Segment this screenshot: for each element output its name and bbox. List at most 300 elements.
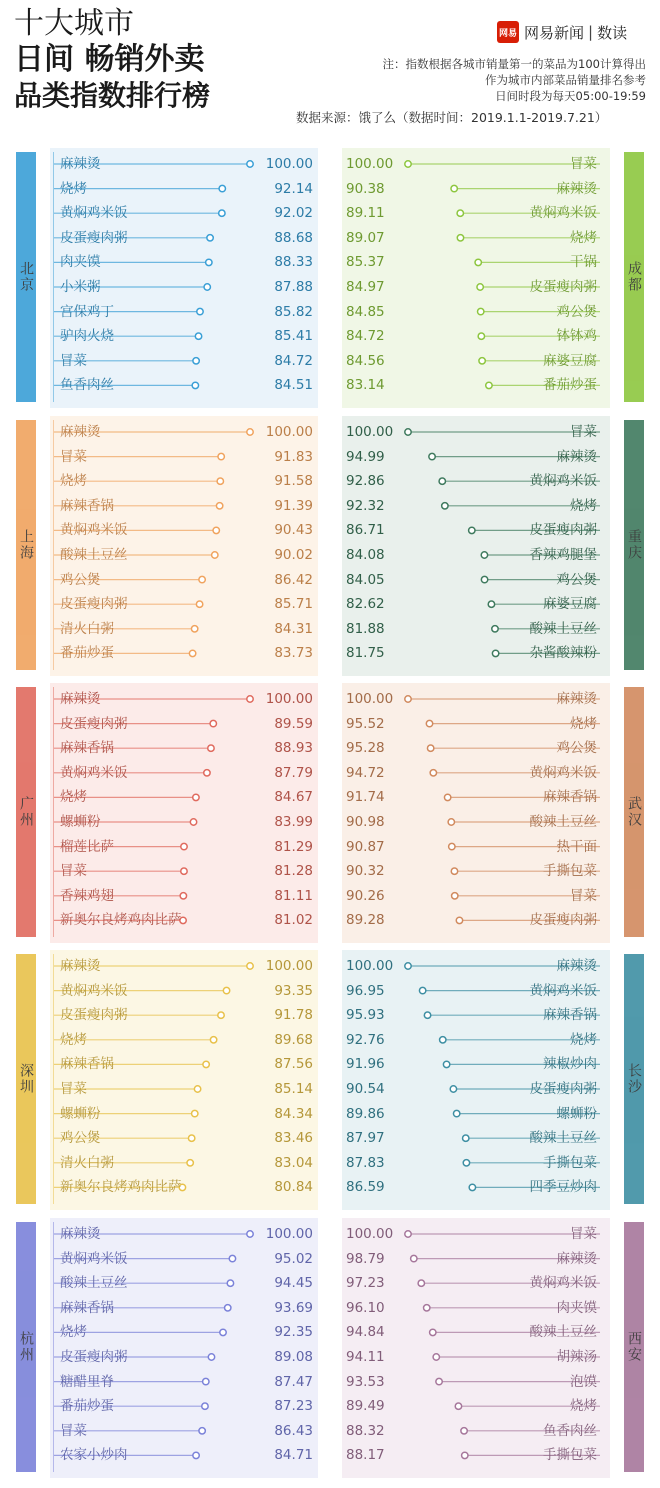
category-label: 手撕包菜 [543,863,597,880]
category-label: 麻辣烫 [60,424,101,440]
value-label: 92.35 [274,1324,313,1341]
value-label: 92.32 [346,497,385,514]
value-label: 89.86 [346,1105,385,1122]
lollipop-dot [492,650,498,656]
category-label: 皮蛋瘦肉粥 [60,1349,128,1365]
value-label: 91.83 [274,448,313,465]
lollipop-dot [203,1378,209,1384]
category-label: 麻辣烫 [60,1226,101,1242]
value-label: 91.96 [346,1056,385,1073]
category-label: 麻辣烫 [556,1250,597,1267]
lollipop-dot [478,333,484,339]
value-label: 80.84 [274,1179,313,1196]
value-label: 100.00 [265,156,313,172]
note-line-1: 注：指数根据各城市销量第一的菜品为100计算得出 [382,57,646,71]
value-label: 81.75 [346,645,385,662]
value-label: 89.11 [346,205,385,222]
category-label: 皮蛋瘦肉粥 [529,1081,597,1097]
value-label: 84.08 [346,547,385,563]
value-label: 100.00 [265,1226,313,1242]
lollipop-dot [194,1086,200,1092]
value-label: 86.42 [274,571,313,588]
value-label: 85.41 [274,328,313,345]
category-label: 麻辣烫 [60,958,101,974]
category-label: 黄焖鸡米饭 [529,764,597,781]
value-label: 84.72 [346,328,385,345]
value-label: 81.88 [346,620,385,637]
lollipop-dot [451,868,457,874]
value-label: 83.14 [346,377,385,394]
category-label: 麻辣香锅 [60,497,114,514]
lollipop-dot [206,259,212,265]
value-label: 96.10 [346,1299,385,1316]
lollipop-dot [204,770,210,776]
lollipop-dot [479,358,485,364]
value-label: 88.33 [274,254,313,271]
category-label: 皮蛋瘦肉粥 [60,715,128,732]
category-label: 黄焖鸡米饭 [60,764,128,781]
lollipop-dot [461,1428,467,1434]
lollipop-dot [199,1428,205,1434]
category-label: 黄焖鸡米饭 [60,205,128,222]
category-label: 黄焖鸡米饭 [60,522,128,539]
value-label: 87.83 [346,1154,385,1171]
category-label: 清火白粥 [60,1154,114,1171]
value-label: 88.68 [274,229,313,246]
lollipop-dot [187,1160,193,1166]
lollipop-dot [247,161,253,167]
lollipop-dot [225,1305,231,1311]
category-label: 烧烤 [60,180,87,197]
category-label: 螺蛳粉 [60,814,101,830]
lollipop-dot [481,576,487,582]
value-label: 95.02 [274,1250,313,1267]
value-label: 95.52 [346,715,385,732]
value-label: 98.79 [346,1250,385,1267]
value-label: 86.71 [346,522,385,539]
lollipop-dot [405,161,411,167]
city-tab: 西安 [624,1222,644,1472]
category-label: 干锅 [570,254,597,271]
category-label: 皮蛋瘦肉粥 [529,522,597,539]
value-label: 81.28 [274,863,313,880]
lollipop-dot [457,210,463,216]
value-label: 90.02 [274,547,313,563]
category-label: 冒菜 [60,448,87,465]
lollipop-dot [439,478,445,484]
lollipop-dot [433,1354,439,1360]
value-label: 86.59 [346,1179,385,1196]
category-label: 鸡公煲 [556,740,597,757]
lollipop-dot [207,235,213,241]
title-line-1: 十大城市 [14,6,134,41]
value-label: 88.32 [346,1422,385,1439]
value-label: 87.79 [274,764,313,781]
lollipop-dot [247,1231,253,1237]
value-label: 94.45 [274,1275,313,1292]
lollipop-dot [455,1403,461,1409]
lollipop-dot [220,1329,226,1335]
city-tab: 成都 [624,152,644,402]
lollipop-dot [191,626,197,632]
lollipop-dot [449,843,455,849]
lollipop-dot [426,720,432,726]
lollipop-dot [247,963,253,969]
lollipop-dot [411,1255,417,1261]
category-label: 烧烤 [570,229,597,246]
lollipop-dot [442,503,448,509]
lollipop-dot [196,601,202,607]
category-label: 酸辣土豆丝 [529,1324,597,1341]
value-label: 85.14 [274,1081,313,1097]
category-label: 麻辣香锅 [60,1056,114,1073]
value-label: 89.28 [346,912,385,929]
lollipop-dot [208,745,214,751]
value-label: 91.39 [274,497,313,514]
category-label: 冒菜 [570,1226,597,1242]
value-label: 91.74 [346,789,385,806]
lollipop-dot [189,650,195,656]
value-label: 92.02 [274,205,313,222]
value-label: 94.99 [346,448,385,465]
category-label: 螺蛳粉 [60,1105,101,1122]
city-tab: 广州 [16,687,36,937]
value-label: 94.84 [346,1324,385,1341]
lollipop-dot [481,552,487,558]
value-label: 90.43 [274,522,313,539]
city-tab: 杭州 [16,1222,36,1472]
lollipop-dot [486,382,492,388]
category-label: 冒菜 [60,1422,87,1439]
value-label: 100.00 [265,691,313,707]
category-label: 麻辣烫 [556,448,597,465]
lollipop-dot [218,1012,224,1018]
lollipop-dot [197,308,203,314]
lollipop-dot [443,1061,449,1067]
lollipop-dot [427,745,433,751]
lollipop-dot [450,1086,456,1092]
lollipop-dot [424,1305,430,1311]
value-label: 89.49 [346,1398,385,1415]
category-label: 黄焖鸡米饭 [60,1250,128,1267]
lollipop-dot [488,601,494,607]
category-label: 麻辣烫 [556,691,597,707]
value-label: 84.31 [274,620,313,637]
value-label: 81.29 [274,838,313,855]
category-label: 麻辣烫 [556,180,597,197]
lollipop-dot [436,1378,442,1384]
note-line-3: 日间时段为每天05:00-19:59 [495,89,646,103]
category-label: 胡辣汤 [556,1349,597,1365]
category-label: 四季豆炒肉 [529,1179,597,1196]
category-label: 烧烤 [570,1398,597,1415]
category-label: 番茄炒蛋 [543,377,597,394]
lollipop-dot [405,429,411,435]
value-label: 89.68 [274,1031,313,1048]
lollipop-dot [212,552,218,558]
lollipop-dot [203,1061,209,1067]
value-label: 84.72 [274,352,313,369]
lollipop-dot [418,1280,424,1286]
value-label: 87.47 [274,1373,313,1390]
value-label: 88.93 [274,740,313,757]
category-label: 清火白粥 [60,620,114,637]
lollipop-dot [444,794,450,800]
value-label: 83.73 [274,645,313,662]
category-label: 鱼香肉丝 [60,377,114,394]
netease-logo-icon: 网易 [497,21,519,43]
lollipop-dot [419,987,425,993]
category-label: 酸辣土豆丝 [529,1130,597,1147]
value-label: 90.32 [346,863,385,880]
city-tab: 上海 [16,420,36,670]
lollipop-dot [188,1135,194,1141]
lollipop-dot [430,1329,436,1335]
value-label: 91.58 [274,473,313,490]
lollipop-dot [477,284,483,290]
value-label: 100.00 [265,958,313,974]
lollipop-dot [199,576,205,582]
value-label: 83.04 [274,1154,313,1171]
value-label: 90.87 [346,838,385,855]
lollipop-dot [181,843,187,849]
value-label: 87.56 [274,1056,313,1073]
value-label: 86.43 [274,1422,313,1439]
value-label: 87.97 [346,1130,385,1147]
lollipop-dot [223,987,229,993]
category-label: 冒菜 [60,863,87,880]
lollipop-dot [469,1184,475,1190]
value-label: 100.00 [346,156,394,172]
lollipop-dot [219,185,225,191]
lollipop-dot [463,1160,469,1166]
category-label: 烧烤 [60,1031,87,1048]
value-label: 89.08 [274,1349,313,1365]
category-label: 驴肉火烧 [60,328,114,345]
value-label: 85.82 [274,303,313,320]
category-label: 酸辣土豆丝 [60,547,128,563]
value-label: 94.72 [346,764,385,781]
value-label: 83.46 [274,1130,313,1147]
lollipop-dot [429,453,435,459]
lollipop-dot [457,235,463,241]
lollipop-dot [456,917,462,923]
notes [383,56,646,104]
value-label: 93.35 [274,982,313,999]
category-label: 番茄炒蛋 [60,1398,114,1415]
value-label: 93.53 [346,1373,385,1390]
category-label: 麻辣烫 [60,691,101,707]
lollipop-dot [451,185,457,191]
lollipop-dot [216,503,222,509]
lollipop-dot [405,696,411,702]
value-label: 85.71 [274,596,313,613]
category-label: 麻辣香锅 [60,1299,114,1316]
value-label: 90.98 [346,814,385,830]
lollipop-dot [202,1403,208,1409]
lollipop-dot [213,527,219,533]
lollipop-dot [227,1280,233,1286]
category-label: 鸡公煲 [60,571,101,588]
lollipop-dot [193,1452,199,1458]
lollipop-dot [247,429,253,435]
lollipop-dot [463,1135,469,1141]
category-label: 冒菜 [60,1081,87,1097]
lollipop-dot [190,819,196,825]
category-label: 酸辣土豆丝 [529,814,597,830]
category-label: 新奥尔良烤鸡肉比萨 [60,912,182,929]
value-label: 100.00 [265,424,313,440]
category-label: 糖醋里脊 [60,1373,114,1390]
category-label: 鱼香肉丝 [543,1422,597,1439]
lollipop-dot [193,794,199,800]
value-label: 95.93 [346,1007,385,1024]
value-label: 95.28 [346,740,385,757]
category-label: 酸辣土豆丝 [529,620,597,637]
value-label: 84.34 [274,1105,313,1122]
category-label: 热干面 [556,838,597,855]
lollipop-dot [210,720,216,726]
category-label: 麻辣烫 [556,958,597,974]
category-label: 麻辣香锅 [543,789,597,806]
value-label: 96.95 [346,982,385,999]
value-label: 84.85 [346,303,385,320]
category-label: 酸辣土豆丝 [60,1275,128,1292]
value-label: 97.23 [346,1275,385,1292]
lollipop-dot [492,626,498,632]
value-label: 85.37 [346,254,385,271]
category-label: 烧烤 [60,789,87,806]
lollipop-dot [229,1255,235,1261]
category-label: 钵钵鸡 [556,328,597,345]
lollipop-dot [405,963,411,969]
lollipop-dot [192,1110,198,1116]
value-label: 93.69 [274,1299,313,1316]
lollipop-dot [405,1231,411,1237]
value-label: 100.00 [346,424,394,440]
category-label: 农家小炒肉 [60,1447,128,1464]
value-label: 91.78 [274,1007,313,1024]
value-label: 90.54 [346,1081,385,1097]
lollipop-dot [424,1012,430,1018]
category-label: 皮蛋瘦肉粥 [529,912,597,929]
category-label: 手撕包菜 [543,1154,597,1171]
lollipop-dot [180,893,186,899]
value-label: 92.76 [346,1031,385,1048]
value-label: 84.51 [274,377,313,394]
lollipop-dot [219,210,225,216]
lollipop-dot [448,819,454,825]
lollipop-dot [475,259,481,265]
category-label: 宫保鸡丁 [60,303,114,320]
brand-column-name: 数读 [597,23,628,42]
value-label: 88.17 [346,1447,385,1464]
lollipop-dot [195,333,201,339]
category-label: 冒菜 [570,424,597,440]
category-label: 烧烤 [60,473,87,490]
category-label: 手撕包菜 [543,1447,597,1464]
category-label: 香辣鸡腿堡 [529,547,597,563]
value-label: 84.71 [274,1447,313,1464]
lollipop-dot [452,893,458,899]
value-label: 84.05 [346,571,385,588]
lollipop-dot [478,308,484,314]
category-label: 黄焖鸡米饭 [529,982,597,999]
category-label: 皮蛋瘦肉粥 [60,1007,128,1024]
category-label: 冒菜 [570,887,597,904]
category-label: 小米粥 [60,279,101,295]
value-label: 94.11 [346,1349,385,1365]
value-label: 92.86 [346,473,385,490]
lollipop-dot [217,478,223,484]
category-label: 麻婆豆腐 [543,352,597,369]
lollipop-dot [193,358,199,364]
lollipop-dot [218,453,224,459]
lollipop-dot [462,1452,468,1458]
category-label: 香辣鸡翅 [60,887,114,904]
category-label: 鸡公煲 [60,1130,101,1147]
lollipop-dot [453,1110,459,1116]
category-label: 冒菜 [570,156,597,172]
value-label: 89.07 [346,229,385,246]
category-label: 麻婆豆腐 [543,596,597,613]
category-label: 烧烤 [570,715,597,732]
value-label: 82.62 [346,596,385,613]
category-label: 麻辣香锅 [543,1007,597,1024]
title-line-3: 品类指数排行榜 [14,79,211,112]
category-label: 黄焖鸡米饭 [529,473,597,490]
title-block [14,6,284,114]
category-label: 皮蛋瘦肉粥 [60,229,128,246]
value-label: 84.67 [274,789,313,806]
category-label: 番茄炒蛋 [60,645,114,662]
brand-separator: | [588,23,594,41]
city-tab: 长沙 [624,954,644,1204]
lollipop-dot [210,1037,216,1043]
category-label: 皮蛋瘦肉粥 [60,596,128,613]
category-label: 冒菜 [60,352,87,369]
lollipop-dot [181,868,187,874]
data-source: 数据来源：饿了么（数据时间：2019.1.1-2019.7.21） [296,110,608,125]
lollipop-dot [204,284,210,290]
city-tab: 重庆 [624,420,644,670]
category-label: 烧烤 [60,1324,87,1341]
category-label: 烧烤 [570,497,597,514]
title-line-2: 日间 畅销外卖 [14,42,205,77]
lollipop-dot [469,527,475,533]
lollipop-dot [192,382,198,388]
note-line-2: 作为城市内部菜品销量排名参考 [485,73,646,87]
category-label: 杂酱酸辣粉 [529,645,597,662]
category-label: 黄焖鸡米饭 [529,205,597,222]
value-label: 87.23 [274,1398,313,1415]
city-tab: 北京 [16,152,36,402]
category-label: 鸡公煲 [556,571,597,588]
lollipop-dot [440,1037,446,1043]
value-label: 92.14 [274,180,313,197]
category-label: 泡馍 [570,1373,597,1390]
value-label: 100.00 [346,691,394,707]
category-label: 新奥尔良烤鸡肉比萨 [60,1179,182,1196]
value-label: 81.11 [274,887,313,904]
value-label: 84.97 [346,279,385,295]
lollipop-dot [208,1354,214,1360]
value-label: 87.88 [274,279,313,295]
value-label: 90.26 [346,887,385,904]
category-label: 烧烤 [570,1031,597,1048]
value-label: 81.02 [274,912,313,929]
category-label: 辣椒炒肉 [543,1056,597,1073]
